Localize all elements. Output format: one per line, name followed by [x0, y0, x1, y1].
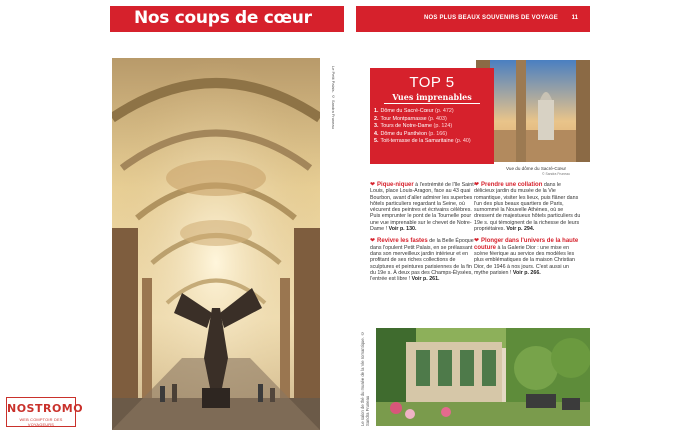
top5-subtitle: Vues imprenables: [392, 92, 472, 102]
list-item: 5. Toit-terrasse de la Samaritaine (p. 40): [374, 138, 471, 145]
page-number: 11: [571, 15, 578, 21]
top5-box: [370, 68, 494, 164]
left-page-header: [110, 6, 344, 32]
garden-illustration: [376, 328, 590, 426]
top5-list: [374, 108, 490, 146]
top5-divider: [384, 103, 480, 104]
logo-wordmark: NOSTROMO: [7, 402, 84, 415]
photo-caption: Vue du dôme du Sacré-Cœur: [506, 166, 567, 171]
gallery-illustration: [112, 58, 320, 430]
petit-palais-photo: [112, 58, 320, 430]
top5-title: TOP 5: [409, 74, 455, 91]
heart-icon: ❤: [474, 182, 480, 188]
tip-block: ❤ Plonger dans l'univers de la haute couture à la Galerie Dior : une mise en scène féerique au service des modèles les plus emblématiques de la maison Christian Dior, de 1946 à nos jours. C'est aussi un mythe parisien ! Voir p. 266.: [474, 238, 579, 276]
logo-tagline: WEB COMPTOIR DES VOYAGEURS: [19, 417, 63, 427]
tea-room-garden-photo: [376, 328, 590, 426]
tip-block: ❤ Prendre une collation dans le délicieux jardin du musée de la Vie romantique, visiter les lieux, puis flâner dans l'un des plus beaux quartiers de Paris, surnommé la Nouvelle Athènes, où se dressent de majestueux hôtels particuliers du 19e s. qui témoignent de la richesse de leurs propriétaires. Voir p. 294.: [474, 182, 581, 233]
heart-icon: ❤: [370, 182, 376, 188]
photo-caption: Le salon de thé du musée de la Vie romantique. © Sandra Fruneau: [360, 330, 370, 426]
list-item: 3. Tours de Notre-Dame (p. 124): [374, 123, 453, 130]
right-page-header: [356, 6, 590, 32]
heart-icon: ❤: [370, 238, 376, 245]
list-item: 2. Tour Montparnasse (p. 403): [374, 115, 447, 122]
tip-block: ❤ Revivre les fastes de la Belle Époque dans l'opulent Petit Palais, en se prélassant dans son merveilleux jardin intérieur et en profitant de ses riches collections de sculptures et peintures parisiennes de la fin du 19e s. À deux pas des Champs-Élysées, l'entrée est libre ! Voir p. 261.: [370, 238, 474, 283]
text-column-left: [370, 182, 478, 288]
list-item: 1. Dôme du Sacré-Cœur (p. 472): [374, 108, 454, 114]
left-page: [110, 6, 344, 427]
nostromo-logo: [6, 397, 84, 427]
photo-credit: © Sandra Fruneau: [542, 172, 570, 176]
section-title: NOS PLUS BEAUX SOUVENIRS DE VOYAGE: [424, 15, 558, 21]
heart-icon: ❤: [474, 238, 480, 245]
tip-block: ❤ Pique-niquer à l'extrémité de l'île Saint-Louis, place Louis-Aragon, face au 43 quai Bourbon, avant d'aller admirer les superbes hôtels particuliers regardant la Seine, où vécurent des peintres et écrivains célèbres. Puis emprunter le pont de la Tournelle pour une vue imprenable sur le chevet de Notre-Dame ! Voir p. 130.: [370, 182, 476, 233]
page-title: Nos coups de cœur: [134, 8, 312, 28]
photo-credit: Le Petit Palais. © Sandra Fruneau: [331, 66, 336, 129]
right-page: [356, 6, 590, 427]
list-item: 4. Dôme du Panthéon (p. 166): [374, 130, 448, 137]
text-column-right: [474, 182, 582, 282]
